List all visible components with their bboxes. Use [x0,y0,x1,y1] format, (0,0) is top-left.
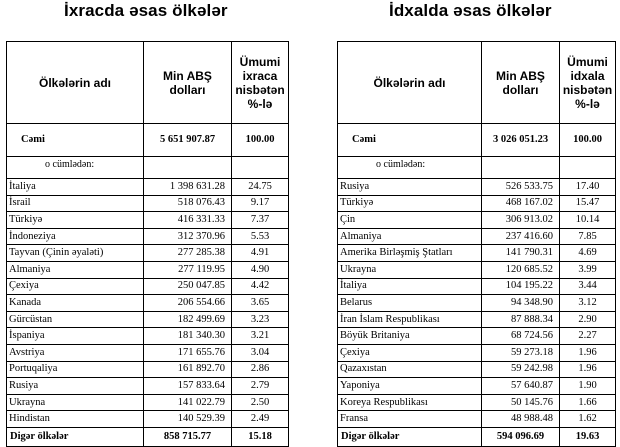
col-header-value: Min ABŞ dolları [482,42,560,124]
country-value: 277 119.95 [144,261,232,278]
total-label: Cəmi [7,124,144,157]
table-row [338,328,616,345]
export-table [6,41,289,447]
import-title: İdxalda əsas ölkələr [389,1,552,20]
table-row [7,344,289,361]
country-value: 237 416.60 [482,228,560,245]
country-share: 10.14 [560,212,616,229]
table-row [7,361,289,378]
country-name: Fransa [338,411,482,428]
country-share: 1.96 [560,361,616,378]
country-value: 104 195.22 [482,278,560,295]
country-value: 468 167.02 [482,195,560,212]
country-share: 3.44 [560,278,616,295]
country-share: 2.27 [560,328,616,345]
country-name: Kanada [7,295,144,312]
total-value: 5 651 907.87 [144,124,232,157]
country-name: Türkiyə [7,212,144,229]
subheading-label: o cümlədən: [338,157,482,179]
table-row [7,378,289,395]
table-row [338,411,616,428]
table-row [7,328,289,345]
country-name: İtaliya [338,278,482,295]
table-row [7,195,289,212]
table-row [338,179,616,196]
table-row [338,245,616,262]
country-share: 3.21 [232,328,289,345]
country-share: 1.66 [560,394,616,411]
country-value: 141 022.79 [144,394,232,411]
subheading-row [338,157,616,179]
col-header-country: Ölkələrin adı [338,42,482,124]
total-label: Cəmi [338,124,482,157]
country-value: 94 348.90 [482,295,560,312]
country-share: 3.65 [232,295,289,312]
col-header-share: Ümumi idxala nisbətən %-lə [560,42,616,124]
table-row [338,278,616,295]
country-share: 2.90 [560,311,616,328]
other-countries-row [7,427,289,446]
country-value: 518 076.43 [144,195,232,212]
country-value: 48 988.48 [482,411,560,428]
country-share: 17.40 [560,179,616,196]
country-share: 2.86 [232,361,289,378]
other-countries-row [338,427,616,446]
country-value: 277 285.38 [144,245,232,262]
import-table [337,41,616,447]
country-name: Ukrayna [338,261,482,278]
table-row [338,195,616,212]
country-name: Belarus [338,295,482,312]
country-value: 161 892.70 [144,361,232,378]
header-row [7,42,289,124]
country-share: 7.85 [560,228,616,245]
country-name: Gürcüstan [7,311,144,328]
country-value: 87 888.34 [482,311,560,328]
country-share: 4.91 [232,245,289,262]
country-share: 24.75 [232,179,289,196]
country-name: İndoneziya [7,228,144,245]
country-value: 59 242.98 [482,361,560,378]
country-name: Ukrayna [7,394,144,411]
col-header-value: Min ABŞ dolları [144,42,232,124]
table-row [7,411,289,428]
country-value: 59 273.18 [482,344,560,361]
table-row [7,278,289,295]
country-name: Almaniya [7,261,144,278]
total-row [7,124,289,157]
table-row [338,228,616,245]
country-value: 206 554.66 [144,295,232,312]
country-share: 5.53 [232,228,289,245]
country-share: 3.23 [232,311,289,328]
country-share: 2.79 [232,378,289,395]
country-share: 9.17 [232,195,289,212]
country-value: 312 370.96 [144,228,232,245]
table-row [338,295,616,312]
table-row [7,311,289,328]
country-name: Çexiya [338,344,482,361]
table-row [7,295,289,312]
total-value: 3 026 051.23 [482,124,560,157]
country-name: Böyük Britaniya [338,328,482,345]
other-value: 858 715.77 [144,427,232,446]
table-row [7,245,289,262]
country-value: 120 685.52 [482,261,560,278]
table-row [7,212,289,229]
country-share: 1.90 [560,378,616,395]
country-share: 3.12 [560,295,616,312]
total-row [338,124,616,157]
country-name: Yaponiya [338,378,482,395]
table-row [338,361,616,378]
country-name: Koreya Respublikası [338,394,482,411]
country-name: İtaliya [7,179,144,196]
country-name: Çin [338,212,482,229]
country-value: 182 499.69 [144,311,232,328]
table-row [338,212,616,229]
country-value: 416 331.33 [144,212,232,229]
subheading-label: o cümlədən: [7,157,144,179]
country-name: Hindistan [7,411,144,428]
country-name: Tayvan (Çinin əyaləti) [7,245,144,262]
country-value: 50 145.76 [482,394,560,411]
country-name: İspaniya [7,328,144,345]
country-value: 1 398 631.28 [144,179,232,196]
country-value: 526 533.75 [482,179,560,196]
country-name: Portuqaliya [7,361,144,378]
country-value: 181 340.30 [144,328,232,345]
subheading-row [7,157,289,179]
table-row [7,228,289,245]
col-header-share: Ümumi ixraca nisbətən %-lə [232,42,289,124]
country-share: 3.04 [232,344,289,361]
country-value: 171 655.76 [144,344,232,361]
country-value: 306 913.02 [482,212,560,229]
table-row [7,394,289,411]
other-value: 594 096.69 [482,427,560,446]
country-share: 2.49 [232,411,289,428]
country-share: 15.47 [560,195,616,212]
country-name: Almaniya [338,228,482,245]
country-value: 57 640.87 [482,378,560,395]
country-share: 4.69 [560,245,616,262]
country-name: Rusiya [7,378,144,395]
table-row [338,261,616,278]
table-row [7,179,289,196]
country-value: 157 833.64 [144,378,232,395]
country-value: 68 724.56 [482,328,560,345]
country-value: 250 047.85 [144,278,232,295]
country-name: İsrail [7,195,144,212]
other-share: 15.18 [232,427,289,446]
table-row [338,378,616,395]
country-name: Amerika Birləşmiş Ştatları [338,245,482,262]
total-share: 100.00 [232,124,289,157]
table-row [338,311,616,328]
col-header-country: Ölkələrin adı [7,42,144,124]
table-row [7,261,289,278]
table-row [338,394,616,411]
export-title: İxracda əsas ölkələr [64,1,228,20]
country-name: İran İslam Respublikası [338,311,482,328]
country-share: 3.99 [560,261,616,278]
other-label: Digər ölkələr [7,427,144,446]
header-row [338,42,616,124]
country-share: 4.90 [232,261,289,278]
country-share: 1.62 [560,411,616,428]
table-row [338,344,616,361]
total-share: 100.00 [560,124,616,157]
country-value: 140 529.39 [144,411,232,428]
country-share: 1.96 [560,344,616,361]
other-share: 19.63 [560,427,616,446]
other-label: Digər ölkələr [338,427,482,446]
country-name: Qazaxıstan [338,361,482,378]
country-name: Rusiya [338,179,482,196]
country-name: Avstriya [7,344,144,361]
country-name: Türkiyə [338,195,482,212]
country-share: 4.42 [232,278,289,295]
country-name: Çexiya [7,278,144,295]
country-share: 7.37 [232,212,289,229]
country-share: 2.50 [232,394,289,411]
country-value: 141 790.31 [482,245,560,262]
